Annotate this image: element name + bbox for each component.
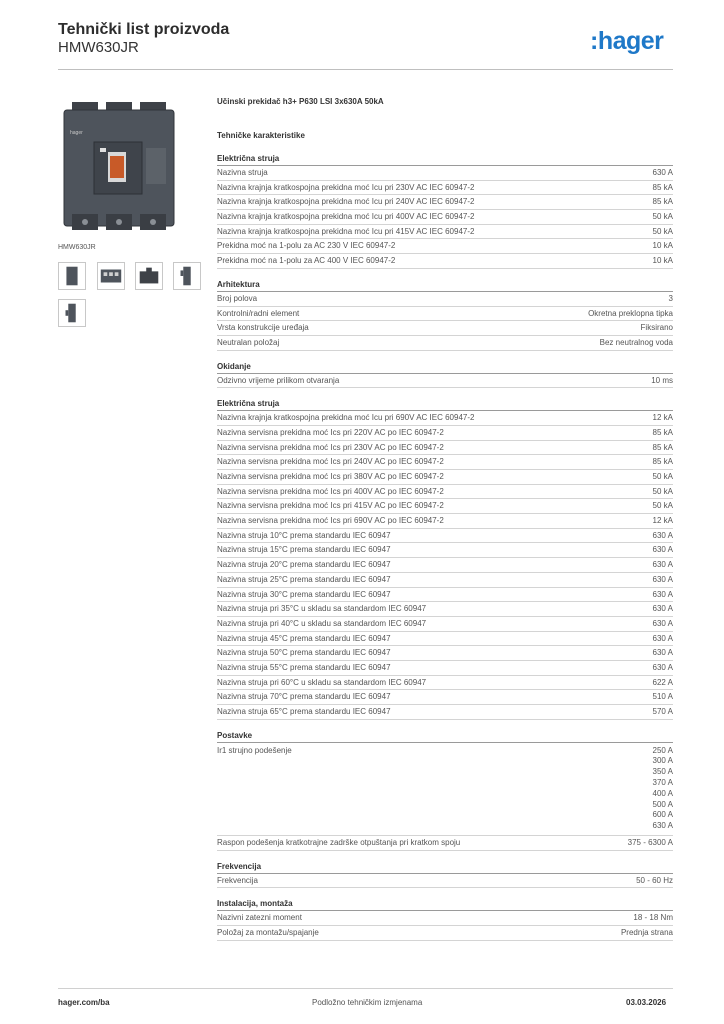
spec-row [217,529,673,544]
spec-value: Bez neutralnog voda [599,337,673,347]
footer-notice: Podložno tehničkim izmjenama [312,998,423,1007]
spec-label: Frekvencija [217,875,258,885]
footer-website[interactable]: hager.com/ba [58,998,110,1007]
product-image [58,96,188,236]
spec-value: 85 kA [652,182,673,192]
spec-row [217,455,673,470]
spec-value: 50 kA [652,212,673,222]
spec-value: 630 A [652,168,673,177]
product-title: Učinski prekidač h3+ P630 LSI 3x630A 50kA [217,97,384,106]
section-title: Okidanje [217,360,673,374]
spec-row [217,307,673,322]
spec-label: Neutralan položaj [217,337,280,347]
spec-label: Nazivna struja 45°C prema standardu IEC 60947 [217,633,391,643]
spec-row-range [217,836,673,851]
spec-row [217,181,673,196]
spec-row [217,499,673,514]
ir1-value: 600 A [652,810,673,820]
spec-label: Nazivna servisna prekidna moć Ics pri 380V AC po IEC 60947-2 [217,472,444,481]
section-postavke [217,729,673,851]
spec-label: Nazivna struja [217,168,268,177]
section-title: Električna struja [217,152,673,166]
spec-value: 50 - 60 Hz [636,875,673,885]
spec-row [217,225,673,240]
spec-row [217,617,673,632]
spec-label: Nazivna struja 20°C prema standardu IEC 60947 [217,560,391,570]
spec-label: Nazivna struja 25°C prema standardu IEC 60947 [217,574,391,584]
spec-label: Prekidna moć na 1-polu za AC 230 V IEC 60947-2 [217,241,396,251]
spec-label: Nazivna struja 50°C prema standardu IEC 60947 [217,648,391,658]
spec-row [217,166,673,181]
section-title: Električna struja [217,397,673,411]
spec-value: 12 kA [652,516,673,526]
spec-row [217,588,673,603]
ir1-values [653,746,673,832]
spec-row-ir1 [217,743,673,836]
spec-row [217,336,673,351]
spec-row [217,426,673,441]
spec-value: 3 [668,293,673,303]
svg-text:hager: hager [70,130,83,136]
spec-label: Vrsta konstrukcije uređaja [217,323,309,333]
spec-value: 50 kA [652,486,673,496]
spec-label: Nazivna struja 70°C prema standardu IEC 60947 [217,692,391,702]
section [217,860,673,889]
spec-label: Nazivna struja 65°C prema standardu IEC 60947 [217,707,391,716]
spec-row [217,926,673,941]
spec-row [217,321,673,336]
spec-row [217,292,673,307]
spec-label: Odzivno vrijeme prilikom otvaranja [217,375,340,385]
spec-label: Prekidna moć na 1-polu za AC 400 V IEC 60947-2 [217,256,396,266]
spec-row [217,874,673,889]
ir1-value: 500 A [652,799,673,809]
spec-value: 630 A [652,560,673,570]
spec-value: 630 A [652,618,673,628]
ir1-value: 300 A [652,756,673,766]
spec-label: Nazivna struja pri 40°C u skladu sa standardom IEC 60947 [217,618,427,628]
hager-logo [590,25,676,59]
page-title: Tehnički list proizvoda [58,21,230,38]
spec-value: 570 A [652,707,673,716]
ir1-value: 630 A [652,821,673,831]
spec-label: Nazivni zatezni moment [217,913,302,923]
spec-label: Nazivna struja 55°C prema standardu IEC 60947 [217,662,391,672]
spec-value: 50 kA [652,501,673,511]
spec-value: Prednja strana [620,928,673,938]
spec-value: 510 A [652,692,673,702]
spec-row [217,239,673,254]
spec-value: 18 - 18 Nm [633,913,673,923]
spec-label: Nazivna servisna prekidna moć Ics pri 240V AC po IEC 60947-2 [217,457,444,467]
spec-label: Nazivna krajnja kratkospojna prekidna moć Icu pri 690V AC IEC 60947-2 [217,413,475,423]
spec-label: Nazivna servisna prekidna moć Ics pri 220V AC po IEC 60947-2 [217,427,444,437]
spec-value: 50 kA [652,472,673,481]
spec-value: 85 kA [652,457,673,467]
spec-value: 630 A [652,545,673,555]
spec-row [217,646,673,661]
section [217,152,673,269]
spec-row [217,210,673,225]
spec-label: Nazivna struja pri 60°C u skladu sa standardom IEC 60947 [217,677,427,687]
spec-value: 630 A [652,589,673,599]
spec-row [217,602,673,617]
spec-row [217,441,673,456]
spec-label: Nazivna servisna prekidna moć Ics pri 230V AC po IEC 60947-2 [217,442,444,452]
header-divider [58,69,673,70]
spec-row [217,573,673,588]
spec-value: 10 kA [652,241,673,251]
spec-label: Kontrolni/radni element [217,308,300,318]
thumbnail-terminal-view[interactable] [97,262,125,290]
spec-row [217,676,673,691]
spec-value: 10 kA [652,256,673,266]
spec-row [217,661,673,676]
spec-row [217,690,673,705]
spec-value: 85 kA [652,427,673,437]
spec-label: Nazivna servisna prekidna moć Ics pri 415V AC po IEC 60947-2 [217,501,444,511]
image-caption: HMW630JR [58,244,96,251]
spec-row [217,485,673,500]
spec-label: Nazivna servisna prekidna moć Ics pri 690V AC po IEC 60947-2 [217,516,444,526]
spec-value: 630 A [652,633,673,643]
spec-value: 85 kA [652,442,673,452]
spec-row [217,470,673,485]
spec-value: 375 - 6300 A [627,838,673,848]
spec-row [217,705,673,720]
spec-label: Raspon podešenja kratkotrajne zadrške otpuštanja pri kratkom spoju [217,838,461,848]
spec-value: 622 A [652,677,673,687]
thumbnail-front-view[interactable] [58,262,86,290]
spec-label: Nazivna struja 15°C prema standardu IEC 60947 [217,545,391,555]
ir1-value: 350 A [652,767,673,777]
ir1-value: 250 A [652,745,673,755]
spec-row [217,632,673,647]
product-code: HMW630JR [58,39,139,56]
spec-label: Broj polova [217,293,258,303]
spec-value: 630 A [652,662,673,672]
spec-value: 50 kA [652,226,673,236]
spec-label: Nazivna krajnja kratkospojna prekidna moć Icu pri 240V AC IEC 60947-2 [217,197,475,207]
spec-label: Nazivna servisna prekidna moć Ics pri 400V AC po IEC 60947-2 [217,486,444,496]
spec-label: Nazivna struja 30°C prema standardu IEC 60947 [217,589,391,599]
spec-value: 630 A [652,604,673,614]
spec-value: 10 ms [651,375,673,385]
ir1-value: 370 A [652,778,673,788]
section [217,397,673,719]
spec-row [217,411,673,426]
thumbnail-top-view[interactable] [135,262,163,290]
spec-label: Nazivna krajnja kratkospojna prekidna moć Icu pri 415V AC IEC 60947-2 [217,226,475,236]
spec-label: Nazivna krajnja kratkospojna prekidna moć Icu pri 400V AC IEC 60947-2 [217,212,475,222]
section [217,897,673,940]
spec-row [217,514,673,529]
section-title: Arhitektura [217,278,673,292]
ir1-value: 400 A [652,788,673,798]
thumbnail-side-view[interactable] [173,262,201,290]
section-title: Postavke [217,729,673,743]
section-title: Instalacija, montaža [217,897,673,911]
spec-label: Ir1 strujno podešenje [217,745,292,755]
footer-date: 03.03.2026 [626,998,667,1007]
spec-row [217,558,673,573]
spec-value: Fiksirano [640,323,673,333]
spec-row [217,195,673,210]
footer-divider [58,988,673,989]
spec-row [217,254,673,269]
svg-text::hager: :hager [590,27,664,55]
spec-label: Nazivna struja 10°C prema standardu IEC 60947 [217,530,391,540]
spec-row [217,374,673,389]
spec-value: 630 A [652,574,673,584]
spec-row [217,911,673,926]
spec-value: 12 kA [652,413,673,423]
spec-label: Nazivna struja pri 35°C u skladu sa standardom IEC 60947 [217,604,427,614]
spec-label: Položaj za montažu/spajanje [217,928,319,938]
spec-row [217,543,673,558]
specifications [217,96,673,941]
spec-label: Nazivna krajnja kratkospojna prekidna moć Icu pri 230V AC IEC 60947-2 [217,182,475,192]
section-title: Frekvencija [217,860,673,874]
characteristics-heading: Tehničke karakteristike [217,131,305,140]
spec-value: 85 kA [652,197,673,207]
spec-value: 630 A [652,648,673,658]
section [217,360,673,389]
spec-value: Okretna preklopna tipka [588,308,673,318]
spec-value: 630 A [652,530,673,540]
section [217,278,673,351]
thumbnail-side-view-2[interactable] [58,299,86,327]
